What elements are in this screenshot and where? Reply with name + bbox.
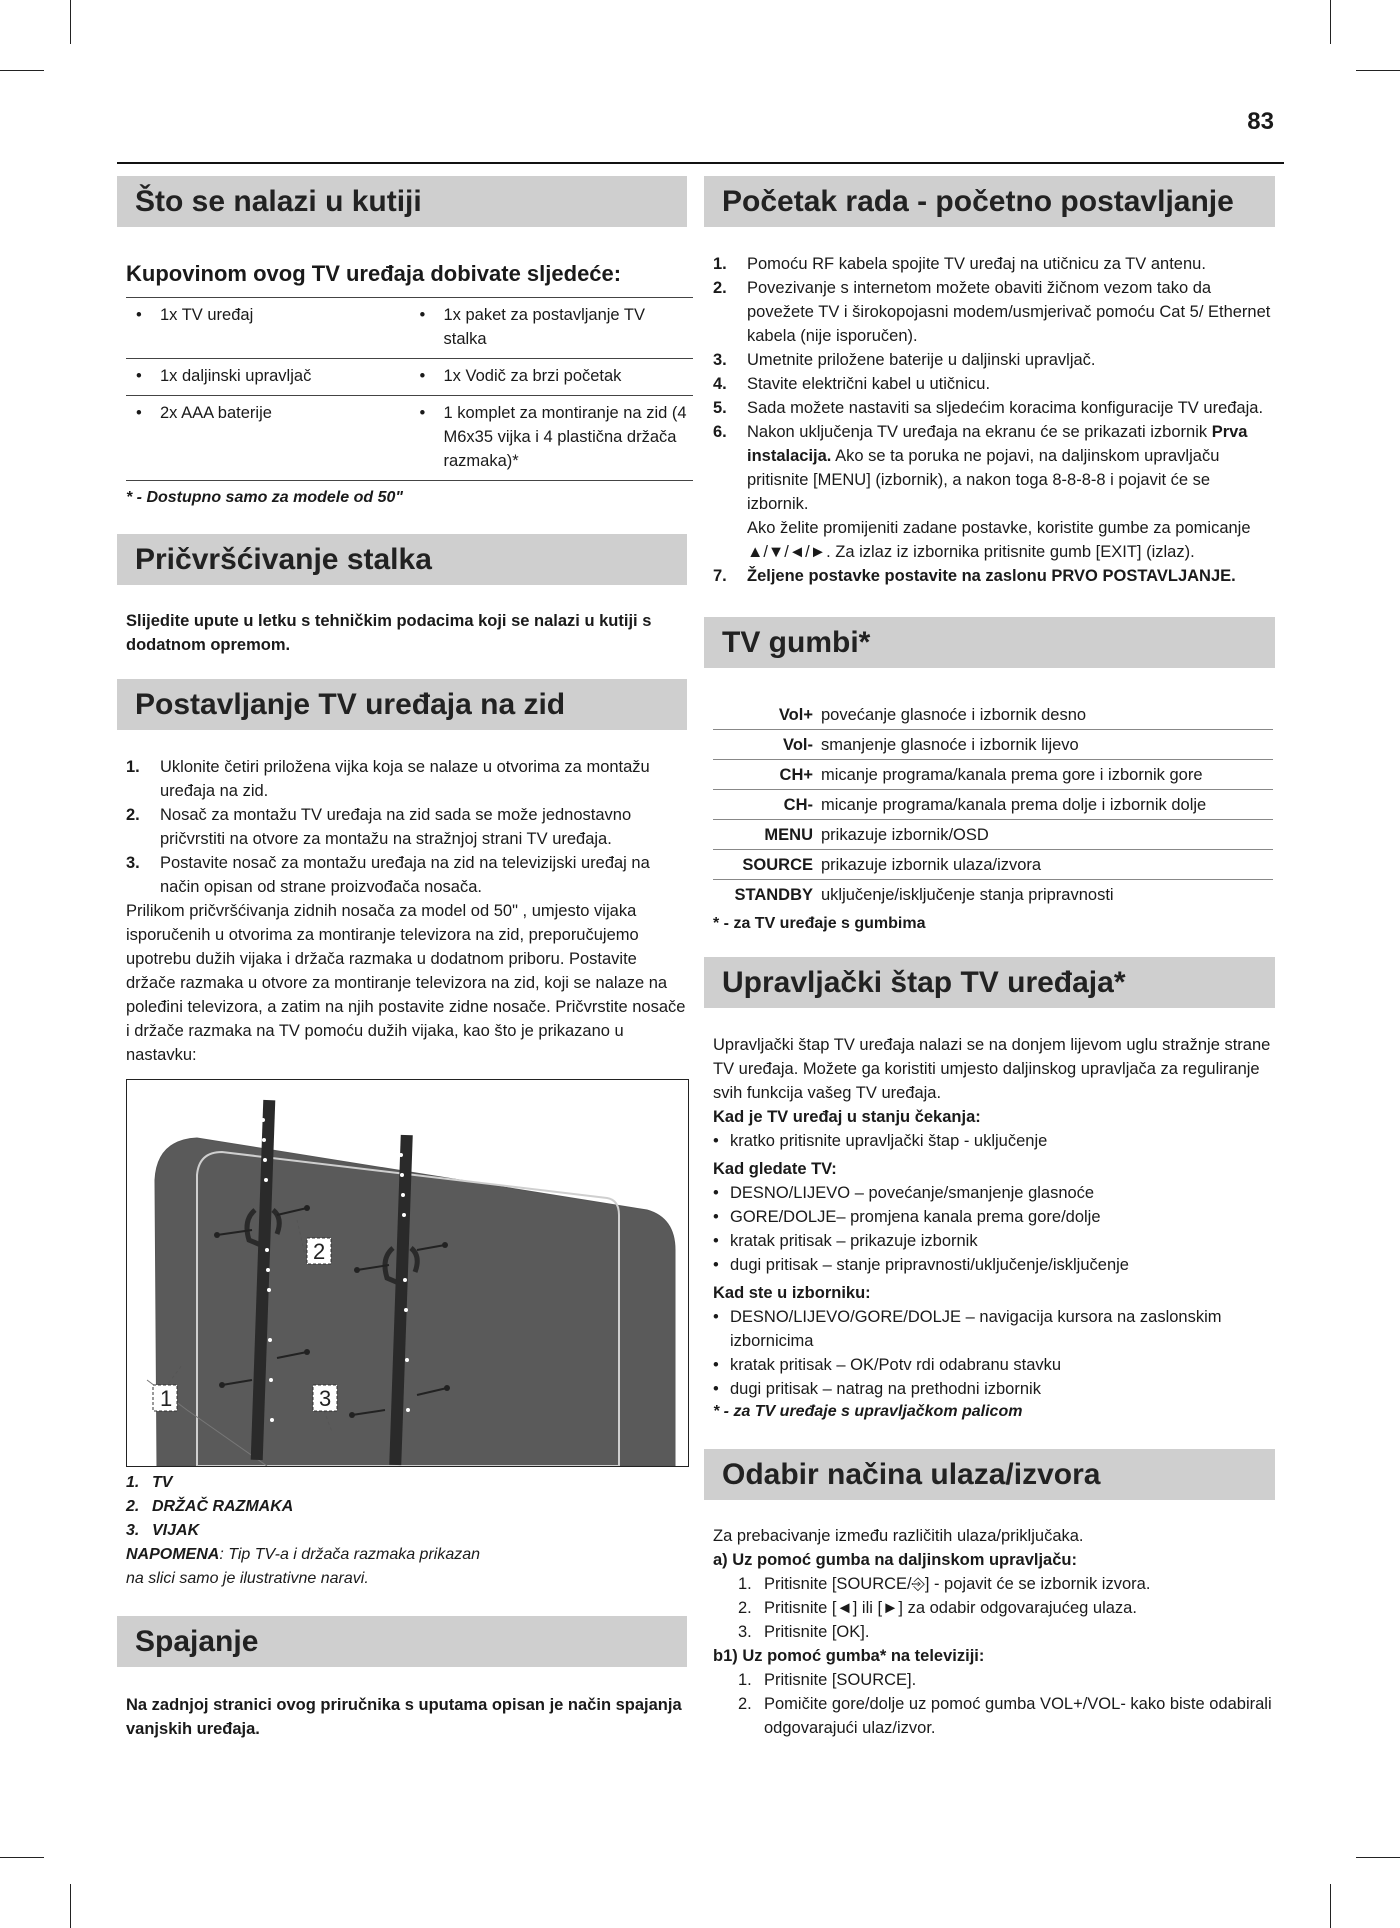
table-row: Vol+ povećanje glasnoće i izbornik desno (713, 700, 1273, 730)
setup-steps (704, 252, 1275, 588)
table-row: MENU prikazuje izbornik/OSD (713, 820, 1273, 850)
crop-mark (1330, 1884, 1331, 1928)
input-tv-heading: b1) Uz pomoć gumba* na televiziji: (713, 1647, 985, 1665)
crop-mark (1356, 1857, 1400, 1858)
table-row: Vol- smanjenje glasnoće i izbornik lijevo (713, 730, 1273, 760)
table-row: STANDBY uključenje/isključenje stanja pripravnosti (734, 886, 1114, 904)
caption-item: 1. TV (126, 1474, 173, 1491)
right-column (704, 176, 1275, 1740)
models-note: * - Dostupno samo za modele od 50" (126, 489, 403, 506)
section-title-box-contents: Što se nalazi u kutiji (117, 176, 687, 227)
list-item: 1. Pritisnite [SOURCE/⎆] - pojavit će se izbornik izvora. (738, 1575, 1151, 1593)
section-title-stand: Pričvršćivanje stalka (117, 534, 687, 585)
list-item: 6. Nakon uključenja TV uređaja na ekranu će se prikazati izbornik Prva instalacija. Ako se ta poruka ne pojavi, na daljinskom upravljaču pritisnite [MENU] (izbornik), a nakon toga 8-8-8-8 i pojavit će se izbornik. Ako želite promijeniti zadane postavke, koristite gumbe za pomicanje ▲/▼/◄/►. Za izlaz iz izbornika pritisnite gumb [EXIT] (izlaz). (713, 423, 1251, 561)
figure-label-3: 3 (319, 1386, 332, 1411)
figure-label-1: 1 (160, 1386, 173, 1411)
list-item: • 2x AAA baterije (126, 396, 410, 481)
list-item: 2. Pomičite gore/dolje uz pomoć gumba VOL+/VOL- kako biste odabirali odgovarajući ulaz/izvor. (738, 1695, 1272, 1737)
joystick-standby-list (704, 1129, 1275, 1153)
joystick-watching-heading: Kad gledate TV: (713, 1160, 837, 1178)
top-rule (117, 162, 1284, 164)
list-item: 2. Nosač za montažu TV uređaja na zid sada se može jednostavno pričvrstiti na otvore za montažu na stražnjoj strani TV uređaja. (126, 806, 632, 848)
joystick-standby-heading: Kad je TV uređaj u stanju čekanja: (713, 1108, 981, 1126)
list-item: 3. Postavite nosač za montažu uređaja na zid na televizijski uređaj na način opisan od strane proizvođača nosača. (126, 854, 650, 896)
section-title-wall-mount: Postavljanje TV uređaja na zid (117, 679, 687, 730)
list-item: • 1 komplet za montiranje na zid (4 M6x35 vijka i 4 plastična držača razmaka)* (410, 396, 694, 481)
list-item: 3. Pritisnite [OK]. (738, 1623, 870, 1641)
caption-item: 2. DRŽAČ RAZMAKA (126, 1498, 294, 1515)
joystick-intro: Upravljački štap TV uređaja nalazi se na donjem lijevom uglu stražnje strane TV uređaja. Možete ga koristiti umjesto daljinskog upravljača za reguliranje svih funkcija vašeg TV uređaja. (713, 1036, 1271, 1102)
crop-mark (70, 0, 71, 44)
caption-item: 3. VIJAK (126, 1522, 200, 1539)
left-column (117, 176, 687, 1741)
list-item: • DESNO/LIJEVO – povećanje/smanjenje glasnoće (713, 1181, 1275, 1205)
list-item: 2. Povezivanje s internetom možete obaviti žičnom vezom tako da povežete TV i širokopojasni modem/usmjerivač pomoću Cat 5/ Ethernet kabela (nije isporučen). (713, 279, 1271, 345)
crop-mark (70, 1884, 71, 1928)
list-item: • kratak pritisak – prikazuje izbornik (713, 1229, 1275, 1253)
list-item: 7. Željene postavke postavite na zaslonu PRVO POSTAVLJANJE. (713, 567, 1236, 585)
input-remote-heading: a) Uz pomoć gumba na daljinskom upravljaču: (713, 1551, 1077, 1569)
box-subtitle: Kupovinom ovog TV uređaja dobivate sljedeće: (126, 261, 622, 286)
list-item: • 1x TV uređaj (126, 298, 410, 359)
section-title-tv-buttons: TV gumbi* (704, 617, 1275, 668)
list-item: 1. Pritisnite [SOURCE]. (738, 1671, 917, 1689)
table-row: CH- micanje programa/kanala prema dolje i izbornik dolje (713, 790, 1273, 820)
figure-label-2: 2 (313, 1239, 326, 1264)
list-item: 5. Sada možete nastaviti sa sljedećim koracima konfiguracije TV uređaja. (713, 399, 1264, 417)
figure-note: NAPOMENA: Tip TV-a i držača razmaka prikazan na slici samo je ilustrativne naravi. (126, 1546, 481, 1587)
table-row: SOURCE prikazuje izbornik ulaza/izvora (713, 850, 1273, 880)
list-item: • 1x Vodič za brzi početak (410, 359, 694, 396)
list-item: 1. Pomoću RF kabela spojite TV uređaj na utičnicu za TV antenu. (713, 255, 1206, 273)
figure-captions (126, 1471, 687, 1543)
list-item: 2. Pritisnite [◄] ili [►] za odabir odgovarajućeg ulaza. (738, 1599, 1137, 1617)
section-title-joystick: Upravljački štap TV uređaja* (704, 957, 1275, 1008)
table-row: CH+ micanje programa/kanala prema gore i izbornik gore (713, 760, 1273, 790)
contents-table (126, 297, 693, 481)
wall-paragraph: Prilikom pričvršćivanja zidnih nosača za model od 50" , umjesto vijaka isporučenih u otvorima za montiranje televizora na zid, preporučujemo upotrebu dužih vijaka i držača razmaka u dodatnom priboru. Postavite držače razmaka u otvore za montiranje televizora na zid, koji se nalaze na poleđini televizora, a zatim na njih postavite zidne nosače. Pričvrstite nosače i držače razmaka na TV pomoću dužih vijaka, kao što je prikazano u nastavku: (126, 902, 686, 1064)
list-item: • GORE/DOLJE– promjena kanala prema gore/dolje (713, 1205, 1275, 1229)
table-row (126, 298, 693, 359)
list-item: 3. Umetnite priložene baterije u daljinski upravljač. (713, 351, 1096, 369)
list-item: • kratko pritisnite upravljački štap - uključenje (713, 1129, 1275, 1153)
page-number: 83 (1247, 108, 1274, 135)
connecting-text: Na zadnjoj stranici ovog priručnika s uputama opisan je način spajanja vanjskih uređaja. (126, 1696, 682, 1738)
buttons-note: * - za TV uređaje s gumbima (713, 915, 926, 932)
tv-buttons-table (713, 700, 1273, 909)
section-title-input-source: Odabir načina ulaza/izvora (704, 1449, 1275, 1500)
list-item: • DESNO/LIJEVO/GORE/DOLJE – navigacija kursora na zaslonskim izbornicima (713, 1305, 1275, 1353)
input-remote-steps (704, 1572, 1275, 1644)
input-intro: Za prebacivanje između različitih ulaza/priključaka. (713, 1527, 1084, 1545)
joystick-menu-heading: Kad ste u izborniku: (713, 1284, 871, 1302)
table-row (126, 359, 693, 396)
section-title-connecting: Spajanje (117, 1616, 687, 1667)
section-title-getting-started: Početak rada - početno postavljanje (704, 176, 1275, 227)
list-item: • kratak pritisak – OK/Potv rdi odabranu stavku (713, 1353, 1275, 1377)
wall-steps (117, 755, 687, 899)
list-item: • dugi pritisak – stanje pripravnosti/uključenje/isključenje (713, 1253, 1275, 1277)
table-row (126, 396, 693, 481)
joystick-menu-list (704, 1305, 1275, 1401)
list-item: • 1x paket za postavljanje TV stalka (410, 298, 694, 359)
wall-mount-illustration (126, 1079, 689, 1467)
crop-mark (1330, 0, 1331, 44)
crop-mark (0, 70, 44, 71)
list-item: 1. Uklonite četiri priložena vijka koja se nalaze u otvorima za montažu uređaja na zid. (126, 758, 650, 800)
crop-mark (1356, 70, 1400, 71)
joystick-watching-list (704, 1181, 1275, 1277)
list-item: • dugi pritisak – natrag na prethodni izbornik (713, 1377, 1275, 1401)
list-item: • 1x daljinski upravljač (126, 359, 410, 396)
list-item: 4. Stavite električni kabel u utičnicu. (713, 375, 991, 393)
stand-text: Slijedite upute u letku s tehničkim podacima koji se nalazi u kutiji s dodatnom opremom. (126, 612, 652, 654)
joystick-note: * - za TV uređaje s upravljačkom palicom (713, 1403, 1023, 1420)
tv-bracket-drawing (127, 1080, 688, 1466)
input-tv-steps (704, 1668, 1275, 1740)
crop-mark (0, 1857, 44, 1858)
